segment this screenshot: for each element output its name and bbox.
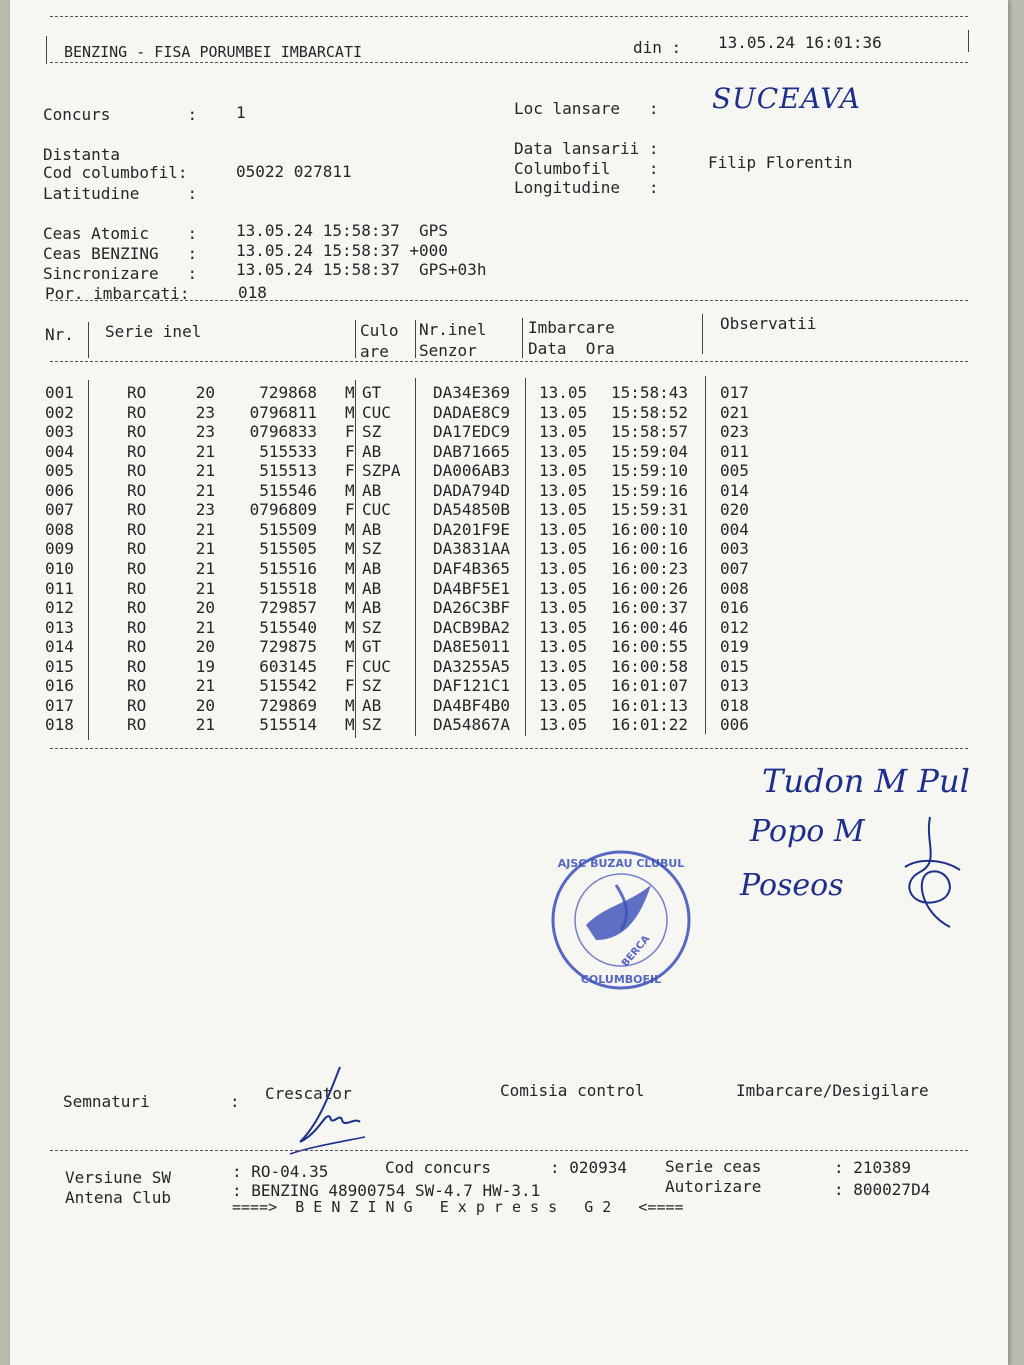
cell-data: 13.05 (539, 461, 588, 481)
cell-data: 13.05 (539, 637, 588, 657)
cod-concurs-label: Cod concurs (385, 1158, 491, 1177)
cell-tara: RO (127, 519, 147, 539)
cell-an: 21 (195, 519, 215, 539)
cell-ora: 15:58:57 (611, 422, 689, 442)
cell-senzor: DA8E5011 (433, 637, 511, 657)
col-divider-3 (415, 320, 416, 358)
cell-sex: M (345, 558, 355, 578)
cell-tara: RO (127, 676, 147, 696)
cell-nr: 008 (45, 519, 74, 539)
serie-ceas-label: Serie ceas (665, 1157, 762, 1176)
col-divider-1 (88, 322, 89, 358)
cell-nr: 005 (45, 461, 74, 481)
por-imbarcati-label: Por. imbarcati: (45, 284, 190, 303)
cell-tara: RO (127, 539, 147, 559)
cell-an: 23 (195, 422, 215, 442)
cod-columbofil-value: 05022 027811 (236, 162, 352, 181)
cell-data: 13.05 (539, 676, 588, 696)
cod-columbofil-label: Cod columbofil: (43, 163, 188, 182)
print-timestamp: 13.05.24 16:01:36 (718, 33, 882, 52)
cell-senzor: DA54867A (433, 715, 511, 735)
cell-nr: 013 (45, 617, 74, 637)
cell-sex: F (345, 461, 355, 481)
cell-inel: 515533 (259, 441, 317, 461)
cell-data: 13.05 (539, 402, 588, 422)
cell-culoare: AB (362, 695, 382, 715)
crescator-signature (280, 1062, 370, 1162)
cell-culoare: AB (362, 441, 382, 461)
cell-an: 21 (195, 480, 215, 500)
cell-obs: 019 (720, 637, 749, 657)
cell-nr: 011 (45, 578, 74, 598)
cell-inel: 515542 (259, 676, 317, 696)
club-stamp (546, 845, 696, 995)
cell-obs: 004 (720, 519, 749, 539)
data-lansarii-label: Data lansarii : (514, 139, 659, 158)
concurs-value: 1 (236, 103, 246, 122)
col-header-nrinel-1: Nr.inel (419, 320, 487, 339)
header-right-bar (968, 30, 969, 52)
col-header-imbarcare-1: Imbarcare (528, 318, 615, 337)
cell-data: 13.05 (539, 558, 588, 578)
cell-inel: 515518 (259, 578, 317, 598)
cell-tara: RO (127, 598, 147, 618)
col-header-nrinel-2: Senzor (419, 341, 477, 360)
cell-an: 21 (195, 461, 215, 481)
col-header-serie: Serie inel (105, 322, 202, 341)
cell-an: 21 (195, 715, 215, 735)
antena-value: : BENZING 48900754 SW-4.7 HW-3.1 (232, 1181, 541, 1200)
cell-senzor: DA26C3BF (433, 598, 511, 618)
cell-inel: 515546 (259, 480, 317, 500)
cell-senzor: DA3831AA (433, 539, 511, 559)
antena-label: Antena Club (65, 1188, 171, 1207)
cell-sex: M (345, 578, 355, 598)
cell-nr: 004 (45, 441, 74, 461)
cell-inel: 515513 (259, 461, 317, 481)
header-top-rule (50, 16, 968, 17)
col-header-imbarcare-2: Data Ora (528, 339, 615, 358)
cell-data: 13.05 (539, 441, 588, 461)
cell-tara: RO (127, 637, 147, 657)
cell-data: 13.05 (539, 539, 588, 559)
columbofil-label: Columbofil : (514, 159, 659, 178)
cell-senzor: DA4BF5E1 (433, 578, 511, 598)
cell-nr: 010 (45, 558, 74, 578)
serie-ceas-value: : 210389 (834, 1158, 912, 1177)
columbofil-value: Filip Florentin (708, 153, 853, 172)
cell-senzor: DAF4B365 (433, 558, 511, 578)
cell-culoare: CUC (362, 500, 391, 520)
cell-nr: 016 (45, 676, 74, 696)
concurs-label: Concurs : (43, 105, 198, 124)
cell-data: 13.05 (539, 715, 588, 735)
por-imbarcati-value: 018 (238, 283, 267, 302)
cell-data: 13.05 (539, 617, 588, 637)
cell-ora: 16:00:37 (611, 598, 689, 618)
cell-obs: 003 (720, 539, 749, 559)
cell-inel: 515516 (259, 558, 317, 578)
cell-ora: 15:58:52 (611, 402, 689, 422)
cell-tara: RO (127, 480, 147, 500)
sheet-title: BENZING - FISA PORUMBEI IMBARCATI (64, 43, 363, 61)
cell-tara: RO (127, 500, 147, 520)
loc-lansare-handwritten: SUCEAVA (712, 82, 862, 115)
cell-sex: M (345, 402, 355, 422)
cell-sex: M (345, 539, 355, 559)
cell-sex: F (345, 656, 355, 676)
cell-culoare: AB (362, 598, 382, 618)
cell-culoare: SZ (362, 422, 382, 442)
cell-culoare: AB (362, 578, 382, 598)
cell-obs: 008 (720, 578, 749, 598)
cell-culoare: SZ (362, 676, 382, 696)
cell-inel: 729875 (259, 637, 317, 657)
cell-senzor: DA4BF4B0 (433, 695, 511, 715)
header-bottom-rule (50, 62, 968, 63)
cell-obs: 015 (720, 656, 749, 676)
cell-inel: 729857 (259, 598, 317, 618)
cell-senzor: DADA794D (433, 480, 511, 500)
cell-culoare: GT (362, 637, 382, 657)
cell-culoare: SZPA (362, 461, 401, 481)
cell-tara: RO (127, 461, 147, 481)
cell-obs: 020 (720, 500, 749, 520)
distanta-label: Distanta (43, 145, 121, 164)
cell-senzor: DA34E369 (433, 383, 511, 402)
cell-sex: F (345, 441, 355, 461)
body-divider-3 (415, 378, 416, 736)
cell-obs: 007 (720, 558, 749, 578)
handwritten-name-1: Tudon M Pul (762, 762, 970, 800)
cell-sex: M (345, 617, 355, 637)
cell-ora: 16:00:26 (611, 578, 689, 598)
cell-inel: 0796809 (249, 500, 317, 520)
ceas-atomic-label: Ceas Atomic : (43, 224, 198, 243)
table-header-rule (50, 361, 968, 362)
cell-sex: F (345, 500, 355, 520)
cell-data: 13.05 (539, 500, 588, 520)
cell-data: 13.05 (539, 656, 588, 676)
cell-tara: RO (127, 402, 147, 422)
loc-lansare-label: Loc lansare : (514, 99, 659, 118)
cell-inel: 0796811 (249, 402, 317, 422)
cell-nr: 009 (45, 539, 74, 559)
cell-senzor: DACB9BA2 (433, 617, 511, 637)
crescator-label: Crescator (265, 1084, 352, 1103)
cell-inel: 515540 (259, 617, 317, 637)
cell-ora: 16:01:22 (611, 715, 689, 735)
cell-senzor: DA54850B (433, 500, 511, 520)
cell-nr: 001 (45, 383, 74, 402)
cell-inel: 0796833 (249, 422, 317, 442)
cell-nr: 015 (45, 656, 74, 676)
svg-text:COLUMBOFIL: COLUMBOFIL (580, 973, 662, 986)
cell-obs: 006 (720, 715, 749, 735)
cell-nr: 003 (45, 422, 74, 442)
handwritten-signature-mark (890, 812, 970, 932)
cell-senzor: DAB71665 (433, 441, 511, 461)
cell-tara: RO (127, 558, 147, 578)
col-divider-4 (522, 318, 523, 358)
cell-obs: 018 (720, 695, 749, 715)
footer-top-rule (50, 1150, 968, 1151)
cell-tara: RO (127, 656, 147, 676)
col-header-culoare-2: are (360, 342, 389, 361)
cell-an: 21 (195, 578, 215, 598)
cell-an: 21 (195, 617, 215, 637)
cell-sex: M (345, 695, 355, 715)
cell-senzor: DAF121C1 (433, 676, 511, 696)
ceas-benzing-label: Ceas BENZING : (43, 244, 198, 263)
cell-sex: F (345, 676, 355, 696)
cell-obs: 016 (720, 598, 749, 618)
cell-culoare: CUC (362, 656, 391, 676)
comisia-label: Comisia control (500, 1081, 645, 1100)
semnaturi-colon: : (230, 1092, 240, 1111)
cell-ora: 16:00:10 (611, 519, 689, 539)
cell-sex: M (345, 383, 355, 402)
autorizare-value: : 800027D4 (834, 1180, 931, 1199)
table-bottom-rule (50, 748, 968, 749)
cell-tara: RO (127, 422, 147, 442)
cell-tara: RO (127, 441, 147, 461)
cell-senzor: DA3255A5 (433, 656, 511, 676)
cell-data: 13.05 (539, 383, 588, 402)
col-header-nr: Nr. (45, 325, 74, 344)
cell-tara: RO (127, 617, 147, 637)
cell-ora: 15:59:10 (611, 461, 689, 481)
cell-obs: 005 (720, 461, 749, 481)
body-divider-2 (355, 380, 356, 738)
cell-inel: 515514 (259, 715, 317, 735)
cell-ora: 15:59:04 (611, 441, 689, 461)
cell-obs: 013 (720, 676, 749, 696)
cell-culoare: CUC (362, 402, 391, 422)
handwritten-name-2: Popo M (750, 814, 865, 849)
svg-text:AJSC BUZAU CLUBUL: AJSC BUZAU CLUBUL (557, 857, 685, 870)
handwritten-name-3: Poseos (740, 868, 844, 903)
brand-line: ====> B E N Z I N G E x p r e s s G 2 <==== (232, 1198, 684, 1216)
cell-inel: 515509 (259, 519, 317, 539)
printed-sheet (10, 0, 1008, 1365)
cell-an: 20 (195, 383, 215, 402)
cell-obs: 011 (720, 441, 749, 461)
cell-data: 13.05 (539, 695, 588, 715)
cell-ora: 16:00:16 (611, 539, 689, 559)
cell-an: 21 (195, 441, 215, 461)
ceas-atomic-value: 13.05.24 15:58:37 GPS (236, 221, 448, 240)
cell-an: 23 (195, 402, 215, 422)
versiune-label: Versiune SW (65, 1168, 171, 1187)
col-header-observatii: Observatii (720, 314, 817, 333)
cell-nr: 007 (45, 500, 74, 520)
cell-inel: 729868 (259, 383, 317, 402)
cell-nr: 006 (45, 480, 74, 500)
cell-nr: 012 (45, 598, 74, 618)
sincronizare-value: 13.05.24 15:58:37 GPS+03h (236, 260, 487, 279)
cell-ora: 15:58:43 (611, 383, 689, 402)
cell-culoare: AB (362, 480, 382, 500)
cell-tara: RO (127, 383, 147, 402)
cell-sex: M (345, 715, 355, 735)
cell-ora: 16:01:13 (611, 695, 689, 715)
cell-sex: M (345, 598, 355, 618)
cell-an: 21 (195, 558, 215, 578)
cell-senzor: DA201F9E (433, 519, 511, 539)
cell-obs: 021 (720, 402, 749, 422)
cell-senzor: DA006AB3 (433, 461, 511, 481)
cell-nr: 018 (45, 715, 74, 735)
cell-an: 20 (195, 695, 215, 715)
cell-culoare: SZ (362, 617, 382, 637)
header-left-bar (46, 36, 47, 64)
cell-ora: 15:59:16 (611, 480, 689, 500)
cell-culoare: AB (362, 558, 382, 578)
imbarcare-desigilare-label: Imbarcare/Desigilare (736, 1081, 929, 1100)
cell-data: 13.05 (539, 598, 588, 618)
cell-sex: M (345, 480, 355, 500)
cell-data: 13.05 (539, 578, 588, 598)
cell-ora: 16:01:07 (611, 676, 689, 696)
cell-tara: RO (127, 695, 147, 715)
autorizare-label: Autorizare (665, 1177, 762, 1196)
body-divider-1 (88, 380, 89, 740)
cell-inel: 515505 (259, 539, 317, 559)
cell-an: 19 (195, 656, 215, 676)
cell-an: 23 (195, 500, 215, 520)
cell-inel: 603145 (259, 656, 317, 676)
cell-ora: 16:00:58 (611, 656, 689, 676)
cod-concurs-value: : 020934 (550, 1158, 628, 1177)
versiune-value: : RO-04.35 (232, 1162, 329, 1181)
cell-culoare: SZ (362, 715, 382, 735)
cell-culoare: GT (362, 383, 382, 402)
cell-inel: 729869 (259, 695, 317, 715)
longitudine-label: Longitudine : (514, 178, 659, 197)
cell-obs: 023 (720, 422, 749, 442)
cell-obs: 014 (720, 480, 749, 500)
cell-ora: 16:00:23 (611, 558, 689, 578)
cell-culoare: SZ (362, 539, 382, 559)
sincronizare-label: Sincronizare : (43, 264, 198, 283)
cell-sex: M (345, 637, 355, 657)
body-divider-5 (705, 376, 706, 734)
cell-culoare: AB (362, 519, 382, 539)
col-header-culoare-1: Culo (360, 321, 399, 340)
cell-ora: 16:00:46 (611, 617, 689, 637)
body-divider-4 (525, 378, 526, 736)
ceas-benzing-value: 13.05.24 15:58:37 +000 (236, 241, 448, 260)
cell-an: 21 (195, 539, 215, 559)
cell-senzor: DADAE8C9 (433, 402, 511, 422)
cell-an: 21 (195, 676, 215, 696)
cell-data: 13.05 (539, 422, 588, 442)
cell-sex: F (345, 422, 355, 442)
latitudine-label: Latitudine : (43, 184, 198, 203)
cell-an: 20 (195, 637, 215, 657)
cell-nr: 017 (45, 695, 74, 715)
semnaturi-label: Semnaturi (63, 1092, 150, 1111)
cell-obs: 012 (720, 617, 749, 637)
cell-an: 20 (195, 598, 215, 618)
cell-tara: RO (127, 715, 147, 735)
svg-text:BERCA: BERCA (619, 933, 653, 970)
col-divider-5 (702, 314, 703, 354)
cell-ora: 15:59:31 (611, 500, 689, 520)
col-divider-2 (355, 320, 356, 358)
cell-ora: 16:00:55 (611, 637, 689, 657)
cell-nr: 014 (45, 637, 74, 657)
cell-data: 13.05 (539, 480, 588, 500)
cell-data: 13.05 (539, 519, 588, 539)
table-top-rule (50, 300, 968, 301)
cell-sex: M (345, 519, 355, 539)
cell-senzor: DA17EDC9 (433, 422, 511, 442)
cell-tara: RO (127, 578, 147, 598)
cell-nr: 002 (45, 402, 74, 422)
din-label: din : (633, 38, 682, 57)
cell-obs: 017 (720, 383, 749, 402)
